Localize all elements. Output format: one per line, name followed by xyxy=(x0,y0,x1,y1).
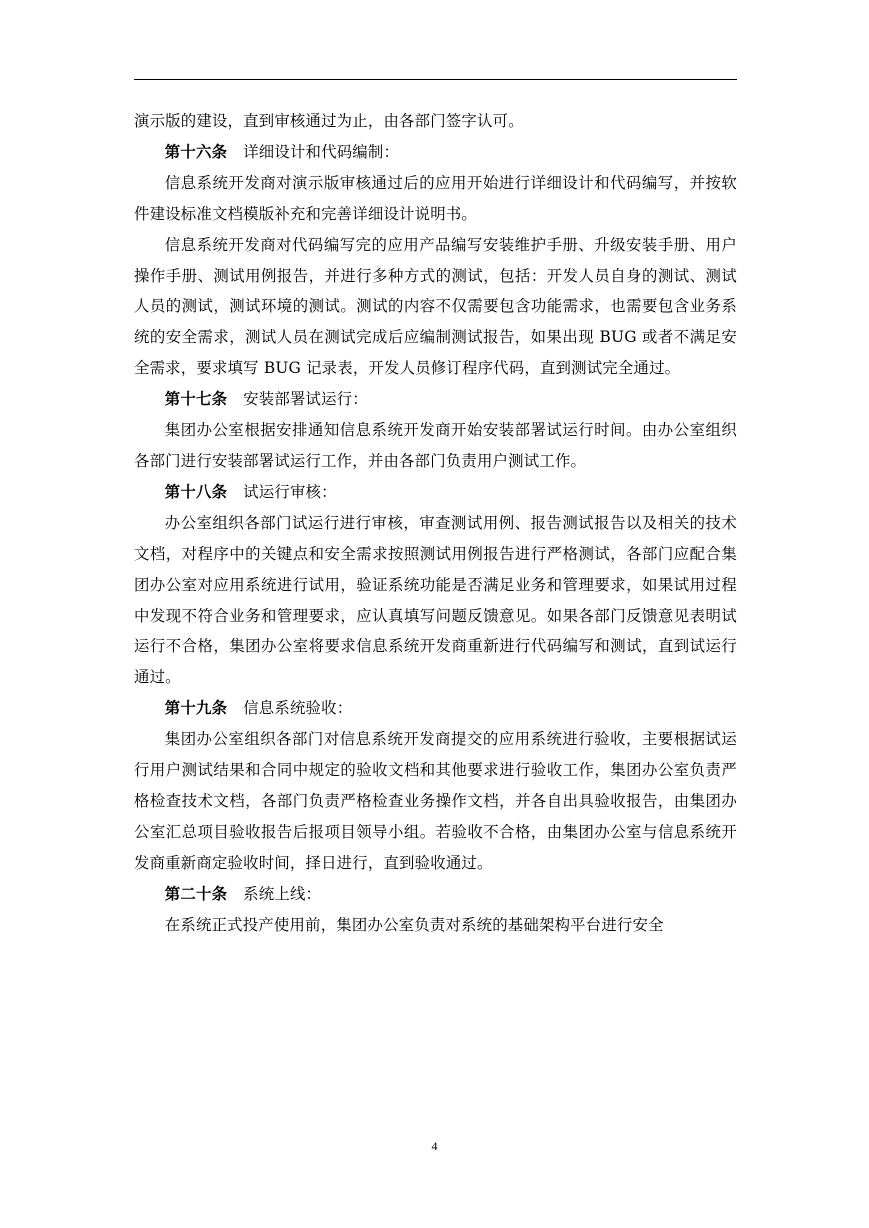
header-rule xyxy=(134,79,737,80)
body-paragraph: 信息系统开发商对代码编写完的应用产品编写安装维护手册、升级安装手册、用户操作手册、测试用例报告，并进行多种方式的测试，包括：开发人员自身的测试、测试人员的测试，测试环境的测试。测试的内容不仅需要包含功能需求，也需要包含业务系统的安全需求，测试人员在测试完成后应编制测试报告，如果出现 BUG 或者不满足安全需求，要求填写 BUG 记录表，开发人员修订程序代码，直到测试完全通过。 xyxy=(134,235,737,378)
body-paragraph: 在系统正式投产使用前，集团办公室负责对系统的基础架构平台进行安全 xyxy=(164,915,664,934)
article-number: 第十八条 xyxy=(164,482,228,501)
article-title: 详细设计和代码编制： xyxy=(243,142,400,161)
article-heading xyxy=(134,384,737,415)
body-text xyxy=(134,106,737,940)
article-heading xyxy=(134,137,737,168)
article-heading xyxy=(134,477,737,508)
body-paragraph: 信息系统开发商对演示版审核通过后的应用开始进行详细设计和代码编写，并按软件建设标准文档模版补充和完善详细设计说明书。 xyxy=(134,173,737,223)
article-title: 试运行审核： xyxy=(243,482,337,501)
article-title: 安装部署试运行： xyxy=(243,390,368,409)
body-paragraph: 集团办公室根据安排通知信息系统开发商开始安装部署试运行时间。由办公室组织各部门进行安装部署试运行工作，并由各部门负责用户测试工作。 xyxy=(134,421,737,470)
body-paragraph: 演示版的建设，直到审核通过为止，由各部门签字认可。 xyxy=(134,112,524,130)
body-paragraph: 办公室组织各部门试运行进行审核，审查测试用例、报告测试报告以及相关的技术文档，对程序中的关键点和安全需求按照测试用例报告进行严格测试，各部门应配合集团办公室对应用系统进行试用，验证系统功能是否满足业务和管理要求，如果试用过程中发现不符合业务和管理要求，应认真填写问题反馈意见。如果各部门反馈意见表明试运行不合格，集团办公室将要求信息系统开发商重新进行代码编写和测试，直到试运行通过。 xyxy=(134,513,737,687)
article-number: 第十九条 xyxy=(164,699,228,718)
article-title: 信息系统验收： xyxy=(243,699,353,718)
article-number: 第十六条 xyxy=(164,142,228,161)
article-number: 第二十条 xyxy=(164,884,228,903)
article-heading xyxy=(134,693,737,724)
article-number: 第十七条 xyxy=(164,390,228,409)
page-number: 4 xyxy=(431,1139,438,1153)
article-heading xyxy=(134,879,737,910)
body-paragraph: 集团办公室组织各部门对信息系统开发商提交的应用系统进行验收，主要根据试运行用户测试结果和合同中规定的验收文档和其他要求进行验收工作，集团办公室负责严格检查技术文档，各部门负责严格检查业务操作文档，并各自出具验收报告，由集团办公室汇总项目验收报告后报项目领导小组。若验收不合格，由集团办公室与信息系统开发商重新商定验收时间，择日进行，直到验收通过。 xyxy=(134,730,737,872)
article-title: 系统上线： xyxy=(243,884,322,903)
